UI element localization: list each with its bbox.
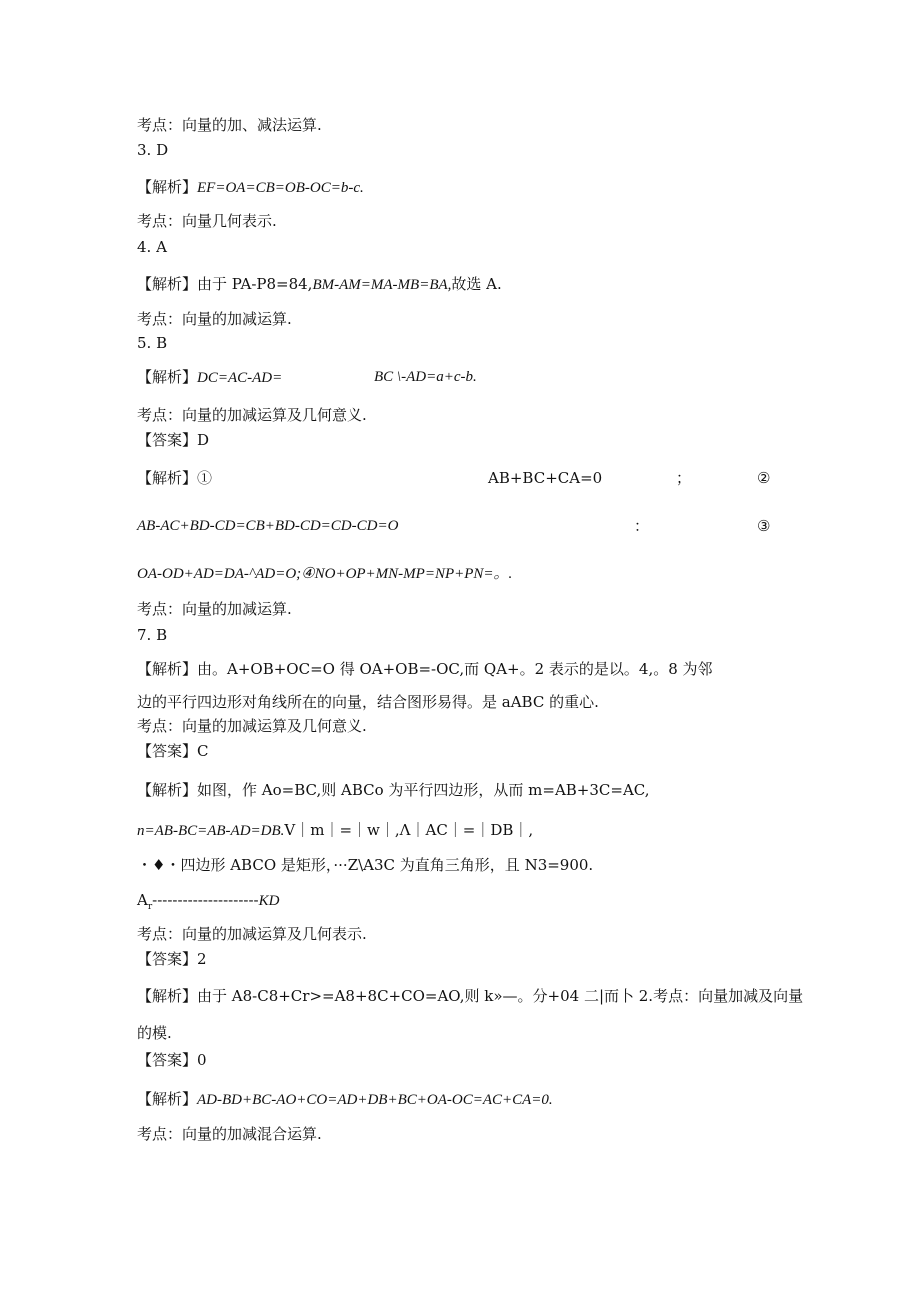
analysis-line: 【解析】EF=OA=CB=OB-OC=b-c. [137, 178, 364, 196]
answer-heading: 【答案】2 [137, 950, 207, 968]
figure-label-line: $A_r---------------------KD$ [137, 891, 280, 912]
note-line: 考点：向量的加减运算及几何意义. [137, 717, 367, 735]
analysis-line: 的模. [137, 1024, 172, 1042]
punctuation: ； [676, 469, 692, 487]
analysis-line: ・♦・四边形 ABCO 是矩形，···Z\A3C 为直角三角形，且 N3=900. [137, 856, 594, 874]
analysis-line: 【解析】如图，作 Ao=BC,则 ABCo 为平行四边形，从而 m=AB+3C=AC, [137, 781, 650, 799]
formula-line: OA-OD+AD=DA-^AD=O;④NO+OP+MN-MP=NP+PN=。. [137, 566, 513, 582]
formula-fragment: BC \-AD=a+c-b. [374, 369, 477, 385]
analysis-line: 边的平行四边形对角线所在的向量，结合图形易得。是 aABC 的重心. [137, 693, 599, 711]
analysis-line: 【解析】由于 A8-C8+Cr>=A8+8C+CO=AO,则 k»—。分+04 二|而卜 2.考点：向量加减及向量 [137, 987, 804, 1005]
punctuation: ： [634, 517, 650, 535]
note-line: 考点：向量的加减运算. [137, 310, 292, 328]
formula-line: n=AB-BC=AB-AD=DB.V｜m｜=｜w｜,Λ｜AC｜=｜DB｜, [137, 821, 534, 839]
answer-number: 3. D [137, 141, 169, 159]
note-line: 考点：向量的加减运算. [137, 600, 292, 618]
answer-number: 7. B [137, 626, 168, 644]
answer-heading: 【答案】D [137, 431, 210, 449]
item-marker: ③ [757, 517, 771, 535]
answer-heading: 【答案】0 [137, 1051, 207, 1069]
formula-fragment: AB+BC+CA=0 [488, 469, 603, 487]
analysis-line: 【解析】由。A+OB+OC=O 得 OA+OB=-OC,而 QA+。2 表示的是以。4,。8 为邻 [137, 660, 713, 678]
analysis-line: 【解析】① [137, 469, 213, 487]
analysis-line: 【解析】由于 PA-P8=84,BM-AM=MA-MB=BA,故选 A. [137, 275, 502, 293]
answer-number: 5. B [137, 334, 168, 352]
item-marker: ② [757, 469, 771, 487]
formula-line: AB-AC+BD-CD=CB+BD-CD=CD-CD=O [137, 518, 399, 534]
note-line: 考点：向量的加减运算及几何表示. [137, 925, 367, 943]
analysis-line: 【解析】AD-BD+BC-AO+CO=AD+DB+BC+OA-OC=AC+CA=0. [137, 1090, 553, 1108]
note-line: 考点：向量的加减混合运算. [137, 1125, 322, 1143]
answer-number: 4. A [137, 238, 167, 256]
note-line: 考点：向量的加、减法运算. [137, 116, 322, 134]
note-line: 考点：向量几何表示. [137, 212, 277, 230]
analysis-line: 【解析】DC=AC-AD= [137, 368, 283, 386]
answer-heading: 【答案】C [137, 742, 209, 760]
note-line: 考点：向量的加减运算及几何意义. [137, 406, 367, 424]
